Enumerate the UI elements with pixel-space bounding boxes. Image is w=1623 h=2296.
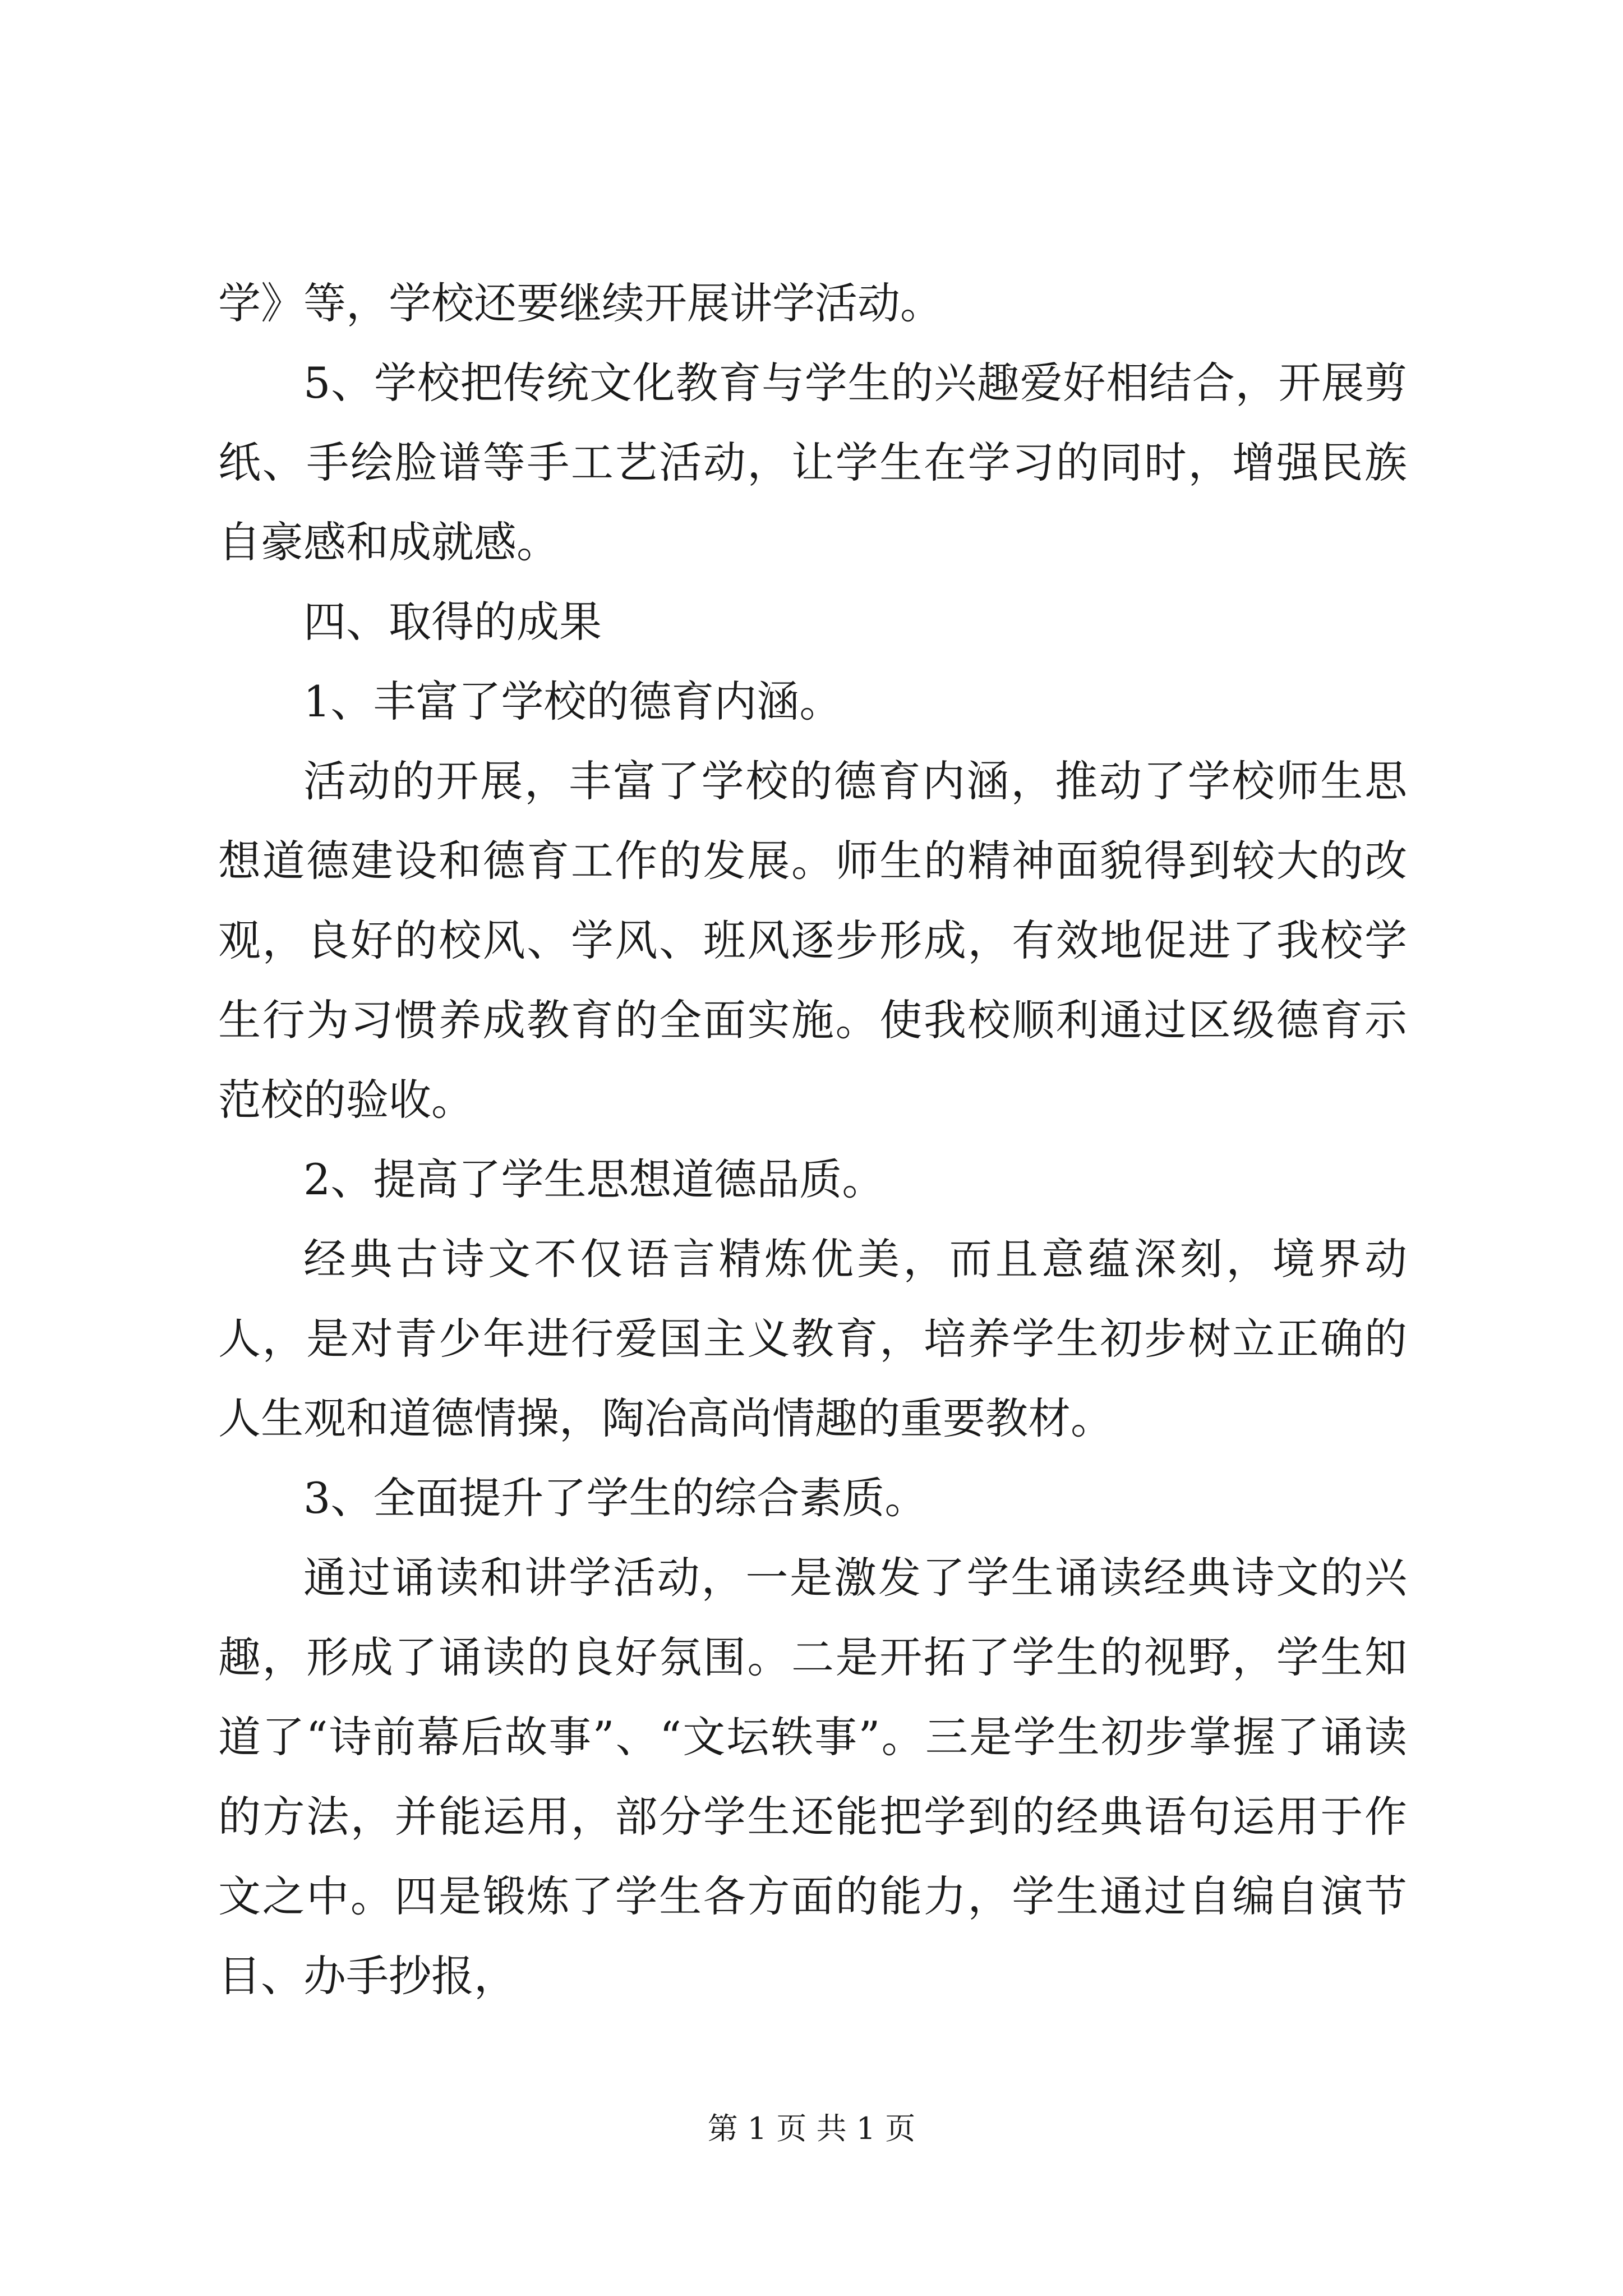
paragraph-classical-poetry: 经典古诗文不仅语言精炼优美，而且意蕴深刻，境界动人，是对青少年进行爱国主义教育，培养学生初步树立正确的人生观和道德情操，陶冶高尚情趣的重要教材。 [218, 1234, 1407, 1443]
paragraph-overall-quality: 通过诵读和讲学活动，一是激发了学生诵读经典诗文的兴趣，形成了诵读的良好氛围。二是开拓了学生的视野，学生知道了“诗前幕后故事”、“文坛轶事”。三是学生初步掌握了诵读的方法，并能运用，部分学生还能把学到的经典语句运用于作文之中。四是锻炼了学生各方面的能力，学生通过自编自演节目、办手抄报， [218, 1553, 1407, 2001]
page-number-footer: 第 1 页 共 1 页 [707, 2111, 916, 2146]
paragraph-continuation: 学》等，学校还要继续开展讲学活动。 [218, 278, 943, 328]
subheading-2: 2、提高了学生思想道德品质。 [303, 1154, 885, 1204]
subheading-1: 1、丰富了学校的德育内涵。 [303, 677, 842, 726]
section-heading-results: 四、取得的成果 [303, 597, 602, 647]
paragraph-item-5: 5、学校把传统文化教育与学生的兴趣爱好相结合，开展剪纸、手绘脸谱等手工艺活动，让学生在学习的同时，增强民族自豪感和成就感。 [218, 358, 1407, 567]
paragraph-moral-education: 活动的开展，丰富了学校的德育内涵，推动了学校师生思想道德建设和德育工作的发展。师生的精神面貌得到较大的改观，良好的校风、学风、班风逐步形成，有效地促进了我校学生行为习惯养成教育的全面实施。使我校顺利通过区级德育示范校的验收。 [218, 756, 1407, 1125]
document-body [218, 264, 1407, 2016]
subheading-3: 3、全面提升了学生的综合素质。 [303, 1473, 928, 1523]
